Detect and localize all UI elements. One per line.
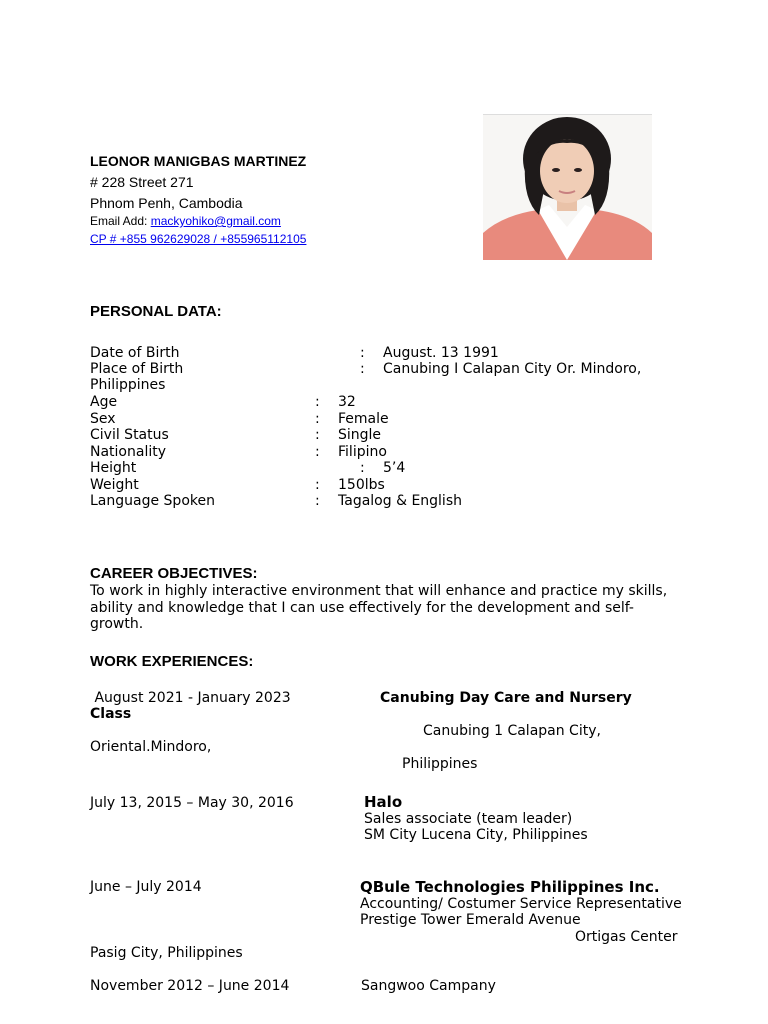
nationality-separator: : [315, 444, 320, 460]
language-label: Language Spoken [90, 493, 215, 509]
sex-value: Female [338, 411, 389, 427]
work-experiences-heading: WORK EXPERIENCES: [90, 653, 254, 670]
job4-employer: Sangwoo Campany [361, 978, 496, 994]
sex-label: Sex [90, 411, 116, 427]
civil-status-separator: : [315, 427, 320, 443]
civil-status-value: Single [338, 427, 382, 443]
nationality-label: Nationality [90, 444, 167, 460]
job3-address-1: Prestige Tower Emerald Avenue [360, 912, 581, 928]
job1-address-1: Canubing 1 Calapan City, [423, 723, 601, 739]
pob-label: Place of Birth [90, 361, 184, 377]
job2-dates: July 13, 2015 – May 30, 2016 [90, 795, 294, 811]
job1-address-2: Oriental.Mindoro, [90, 739, 212, 755]
job1-address-3: Philippines [402, 756, 478, 772]
objective-line-1: To work in highly interactive environment that will enhance and practice my skills, [90, 583, 668, 599]
nationality-value: Filipino [338, 444, 387, 460]
job2-position: Sales associate (team leader) [364, 811, 573, 827]
civil-status-label: Civil Status [90, 427, 169, 443]
portrait-image [483, 115, 652, 260]
email-line [90, 214, 281, 228]
email-link[interactable]: mackyohiko@gmail.com [150, 214, 281, 228]
job2-address: SM City Lucena City, Philippines [364, 827, 588, 843]
phone-link[interactable]: CP # +855 962629028 / +855965112105 [90, 232, 307, 246]
job1-employer: Canubing Day Care and Nursery [380, 690, 632, 706]
job1-employer-cont: Class [90, 706, 132, 722]
weight-value: 150lbs [338, 477, 385, 493]
email-label: Email Add: [90, 214, 151, 228]
age-separator: : [315, 394, 320, 410]
dob-label: Date of Birth [90, 345, 180, 361]
profile-photo [483, 114, 652, 260]
job1-dates: August 2021 - January 2023 [90, 690, 291, 706]
job3-employer: QBule Technologies Philippines Inc. [360, 878, 660, 896]
height-value: 5’4 [383, 460, 406, 476]
city-address: Phnom Penh, Cambodia [90, 195, 243, 211]
career-objectives-heading: CAREER OBJECTIVES: [90, 565, 258, 582]
applicant-name: LEONOR MANIGBAS MARTINEZ [90, 153, 307, 169]
job3-address-3: Pasig City, Philippines [90, 945, 243, 961]
pob-value-cont: Philippines [90, 377, 166, 393]
language-separator: : [315, 493, 320, 509]
dob-value: August. 13 1991 [383, 345, 499, 361]
weight-label: Weight [90, 477, 139, 493]
height-label: Height [90, 460, 137, 476]
job3-position: Accounting/ Costumer Service Representative [360, 896, 682, 912]
dob-separator: : [360, 345, 365, 361]
age-label: Age [90, 394, 118, 410]
job3-address-2: Ortigas Center [575, 929, 678, 945]
objective-line-2: ability and knowledge that I can use effectively for the development and self- [90, 600, 634, 616]
street-address: # 228 Street 271 [90, 174, 194, 190]
objective-line-3: growth. [90, 616, 144, 632]
weight-separator: : [315, 477, 320, 493]
job2-employer: Halo [364, 793, 403, 811]
language-value: Tagalog & English [338, 493, 462, 509]
height-separator: : [360, 460, 365, 476]
job4-dates: November 2012 – June 2014 [90, 978, 290, 994]
personal-data-heading: PERSONAL DATA: [90, 303, 222, 320]
sex-separator: : [315, 411, 320, 427]
age-value: 32 [338, 394, 356, 410]
pob-value: Canubing I Calapan City Or. Mindoro, [383, 361, 642, 377]
job3-dates: June – July 2014 [90, 879, 202, 895]
pob-separator: : [360, 361, 365, 377]
